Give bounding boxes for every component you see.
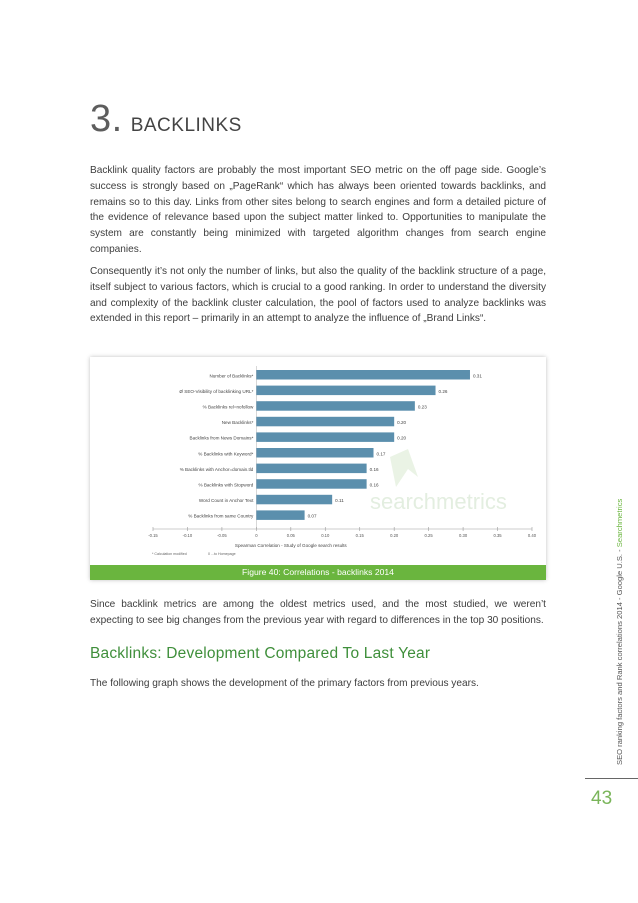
footnote-right: 0 ...to Homepage	[208, 552, 236, 556]
x-tick-label: -0.15	[148, 533, 158, 538]
x-tick-label: 0	[255, 533, 258, 538]
category-label: % Backlinks with Keyword*	[198, 451, 254, 457]
value-label: 0.26	[438, 388, 448, 394]
value-label: 0.07	[307, 513, 317, 519]
value-label: 0.23	[417, 404, 427, 410]
x-tick-label: 0.15	[355, 533, 364, 538]
x-tick-label: 0.05	[286, 533, 295, 538]
category-label: % Backlinks with Stopword	[198, 482, 254, 488]
sidebar-divider	[585, 778, 638, 779]
correlation-chart	[90, 357, 546, 565]
page-number: 43	[591, 788, 613, 809]
body-paragraph-3: Since backlink metrics are among the oldest metrics used, and the most studied, we weren’t expecting to see big changes from the previous year with regard to differences in the top 30 positions.	[90, 599, 546, 626]
bar	[256, 448, 373, 458]
correlation-figure	[90, 357, 546, 580]
value-label: 0.16	[369, 482, 379, 488]
watermark-logo	[390, 449, 418, 487]
section-number: 3.	[90, 98, 123, 140]
x-tick-label: 0.35	[493, 533, 502, 538]
sidebar-running-title	[615, 499, 624, 765]
footnote-left: * Calculation modified	[152, 552, 187, 556]
section-title: BACKLINKS	[130, 115, 242, 136]
bar	[256, 510, 304, 520]
x-tick-label: 0.20	[390, 533, 399, 538]
x-tick-label: 0.25	[424, 533, 433, 538]
body-paragraph-2: Consequently it’s not only the number of links, but also the quality of the backlink structure of a page, itself subject to various factors, which is crucial to a good ranking. In order to understand the diversity and complexity of the backlink cluster calculation, the pool of factors used to analyze backlinks was extended in this report – primarily in an attempt to analyze the influence of „Brand Links“.	[90, 266, 546, 325]
category-label: Backlinks from News Domains*	[189, 435, 254, 441]
value-label: 0.17	[376, 451, 386, 457]
bar	[256, 464, 366, 474]
value-label: 0.16	[369, 466, 379, 472]
watermark-text: searchmetrics	[370, 489, 507, 514]
x-tick-label: -0.05	[217, 533, 227, 538]
section-heading	[90, 98, 242, 141]
body-paragraph-1: Backlink quality factors are probably the most important SEO metric on the off page side. Google’s success is strongly based on „PageRank“ which has always been oriented towards backlinks, and remains so to this day. Links from other sites belong to search engines and form a detailed picture of the evidence of relevance based upon the subject matter linked to. Opportunities to manipulate the system are constantly being minimized with targeted algorithm changes from search engine companies.	[90, 165, 546, 255]
category-label: % Backlinks from same Country	[188, 513, 254, 519]
bar	[256, 401, 414, 411]
bar	[256, 432, 394, 442]
bar	[256, 495, 332, 505]
x-tick-label: 0.10	[321, 533, 330, 538]
category-label: Word Count in Anchor Text	[198, 498, 254, 504]
x-tick-label: -0.10	[182, 533, 193, 538]
value-label: 0.11	[335, 498, 344, 504]
category-label: % Backlinks rel=nofollow	[202, 404, 254, 410]
sidebar-text: SEO ranking factors and Rank correlations 2014 - Google U.S. -	[615, 547, 624, 765]
x-tick-label: 0.40	[527, 533, 537, 538]
category-label: New Backlinks*	[221, 420, 254, 426]
value-label: 0.31	[472, 373, 482, 379]
category-label: Ø SEO-Visibility of backlinking URL*	[179, 388, 254, 394]
x-tick-label: 0.30	[459, 533, 468, 538]
bar	[256, 417, 394, 427]
category-label: Number of Backlinks*	[209, 373, 254, 379]
bar	[256, 370, 470, 380]
figure-caption: Figure 40: Correlations - backlinks 2014	[90, 565, 546, 580]
value-label: 0.20	[397, 435, 407, 441]
value-label: 0.20	[397, 420, 407, 426]
sidebar-brand: Searchmetrics	[615, 498, 624, 548]
body-paragraph-4: The following graph shows the development of the primary factors from previous years.	[90, 678, 479, 689]
bar	[256, 479, 366, 489]
category-label: % Backlinks with Anchor=domain.tld	[179, 466, 254, 472]
subsection-heading: Backlinks: Development Compared To Last Year	[90, 645, 431, 662]
bar	[256, 386, 435, 396]
x-axis-title: Spearman Correlation - Study of Google search results	[234, 543, 347, 548]
